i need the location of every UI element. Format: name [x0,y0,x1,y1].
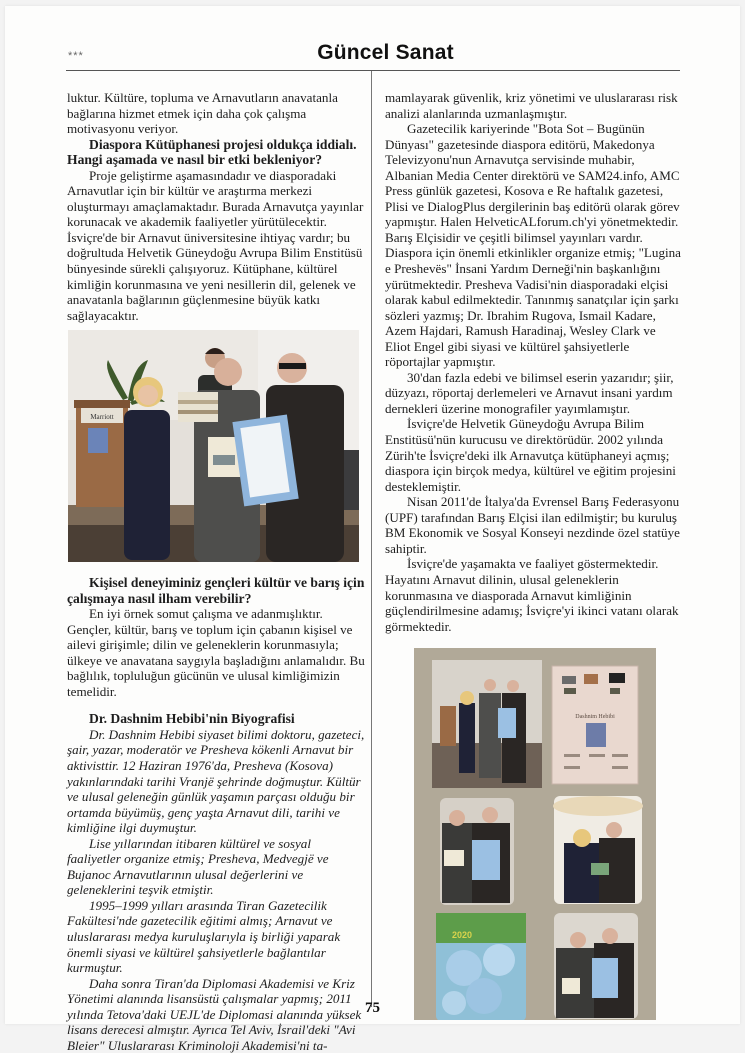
certificate-name: Dashnim Hebibi [575,714,615,721]
photo-collage [414,648,656,1020]
collage-photo [440,798,514,905]
biography-paragraph: İsviçre'de yaşamakta ve faaliyet göstermektedir. Hayatını Arnavut dilinin, ulusal geleneklerin korunmasına ve diasporada Arnavut kimliğinin güçlendirilmesine adamış; İsviçre'yi ikinci vatanı olarak görmektedir. [385,556,679,634]
header-stars: *** [68,50,84,62]
right-column-flow [385,90,681,1020]
header-rule [66,70,680,71]
biography-paragraph: Daha sonra Tiran'da Diplomasi Akademisi ve Kriz Yönetimi alanında lisansüstü çalışmalar yapmış; 2011 yılında Tetova'daki UEJL'de Diplomasi alanında yüksek lisans derecesi almıştır. Ayrıca Tel Aviv, İsrail'deki "Avi Bleier" Uluslararası Kriminoloji Akademisi'ni ta- [67,975,362,1053]
answer-paragraph: En iyi örnek somut çalışma ve adanmışlıktır. Gençler, kültür, barış ve toplum için çabanın kişisel ve ailevi girişimle; dilin ve geleneklerin korunmasıyla; ülkeye ve anavatana saygıyla başladığını anlamalıdır. Bu bağlılık, topluluğun gücünün ve ulusal kimliğimizin temelidir. [67,606,365,699]
right-column [385,90,681,634]
biography-paragraph: 30'dan fazla edebi ve bilimsel eserin yazarıdır; şiir, düzyazı, röportaj derlemeleri ve Arnavut insani yardım dernekleri üzerine monografiler yayımlamıştır. [385,369,674,416]
biography-paragraph: Lise yıllarından itibaren kültürel ve sosyal faaliyetler organize etmiş; Presheva, Medvegjë ve Bujanoc Arnavutlarının ulusal değerlerini ve geleneklerini teşvik etmiştir. [67,835,329,898]
left-column-lower [67,575,365,1053]
collage-photo [553,796,643,904]
biography-paragraph: Dr. Dashnim Hebibi siyaset bilimi doktoru, gazeteci, şair, yazar, moderatör ve Presheva kökenli Arnavut bir aktivisttir. 12 Haziran 1976'da, Presheva (Kosova) yakınlarındaki tarihi Vranjë şehrinde doğmuştur. Kültür ve ulusal geleneğin günlük yaşamın parçası olduğu bir ortamda büyümüş, genç yaşta Arnavut dili, tarihi ve kimliğine ilgi duymuştur. [67,726,365,836]
biography-paragraph: Nisan 2011'de İtalya'da Evrensel Barış Federasyonu (UPF) tarafından Barış Elçisi ilan edilmiştir; bu kuruluş BM Ekonomik ve Sosyal Konseyi nezdinde özel statüye sahiptir. [385,494,680,556]
biography-heading: Dr. Dashnim Hebibi'nin Biyografisi [89,711,295,727]
collage-wrapper [385,648,681,1020]
intro-paragraph: luktur. Kültüre, topluma ve Arnavutların anavatanla bağlarına hizmet etmek için daha çok çalışma motivasyonu veriyor. [67,90,338,137]
answer-paragraph: Proje geliştirme aşamasındadır ve diasporadaki Arnavutlar için bir kültür ve araştırma merkezi oluşturmayı amaçlamaktadır. Burada Arnavutça yayınlar korunacak ve akademik faaliyetler yürütülecektir. İsviçre'de bir Arnavut üniversitesine ihtiyaç vardır; bu doğrultuda Helvetik Güneydoğu Avrupa Bilim Enstitüsü bünyesinde sürekli çalışıyoruz. Kütüphane, kültürel kimliğin korunmasına ve yeni nesillerin dil, gelenek ve anavatanla bağlarının güçlenmesine büyük katkı sağlayacaktır. [67,167,364,323]
biography-paragraph: mamlayarak güvenlik, kriz yönetimi ve uluslararası risk analizi alanlarında uzmanlaşmıştır. [385,90,678,121]
award-ceremony-photo [68,330,359,562]
left-column [67,90,365,323]
poster-year: 2020 [452,930,473,941]
collage-photo [432,660,542,788]
page-number: 75 [365,1000,380,1016]
collage-illustration [414,648,656,1020]
question-heading: Diaspora Kütüphanesi projesi oldukça iddialı. Hangi aşamada ve nasıl bir etki bekleniyor? [67,136,357,168]
certificate [552,666,638,784]
biography-paragraph: 1995–1999 yılları arasında Tiran Gazetecilik Fakültesi'nde gazetecilik eğitimi almış; Arnavut ve uluslararası medya kuruluşlarıyla iş birliği yaparak önemli siyasi ve kültürel şahsiyetlerle bağlantılar kurmuştur. [67,897,341,976]
question-heading: Kişisel deneyiminiz gençleri kültür ve barış için çalışmaya nasıl ilham verebilir? [67,575,365,606]
column-divider [371,71,372,1007]
photo-illustration [68,330,359,562]
podium-sign: Marriott [90,413,114,421]
podium [74,400,130,507]
biography-paragraph: Gazetecilik kariyerinde "Bota Sot – Bugünün Dünyası" gazetesinde diaspora editörü, Makedonya Televizyonu'nun Arnavutça servisinde muhabir, Albanian Media Center direktörü ve SAM24.info, AMC Press günlük gazetesi, Kosova e Re haftalık gazetesi, Plisi ve DialogPlus dergilerinin baş editörü olarak görev yapmıştır. Halen HelveticALforum.ch'yi yönetmektedir. Barış Elçisidir ve çeşitli bilimsel yayınları vardır. Diaspora için önemli etkinlikler organize etmiş; "Lugina e Preshevës" İnsani Yardım Derneği'nin başkanlığını yürütmektedir. Presheva Vadisi'nin diasporadaki elçisi olarak kabul edilmektedir. Tanınmış sanatçılar için şarkı sözleri yazmış; Dr. Ibrahim Rugova, Ismail Kadare, Azem Hajdari, Ramush Haradinaj, Wesley Clark ve Eliot Engel gibi siyasi ve kültürel şahsiyetlerle röportajlar yapmıştır. [385,121,681,370]
biography-paragraph: İsviçre'de Helvetik Güneydoğu Avrupa Bilim Enstitüsü'nün kurucusu ve direktörüdür. 2002 yılında Zürih'te İsviçre'deki ilk Arnavutça kütüphaneyi açmış; diaspora için birçok medya, kültürel ve eğitim projesini desteklemiştir. [385,416,676,494]
section-title: Güncel Sanat [317,41,454,64]
